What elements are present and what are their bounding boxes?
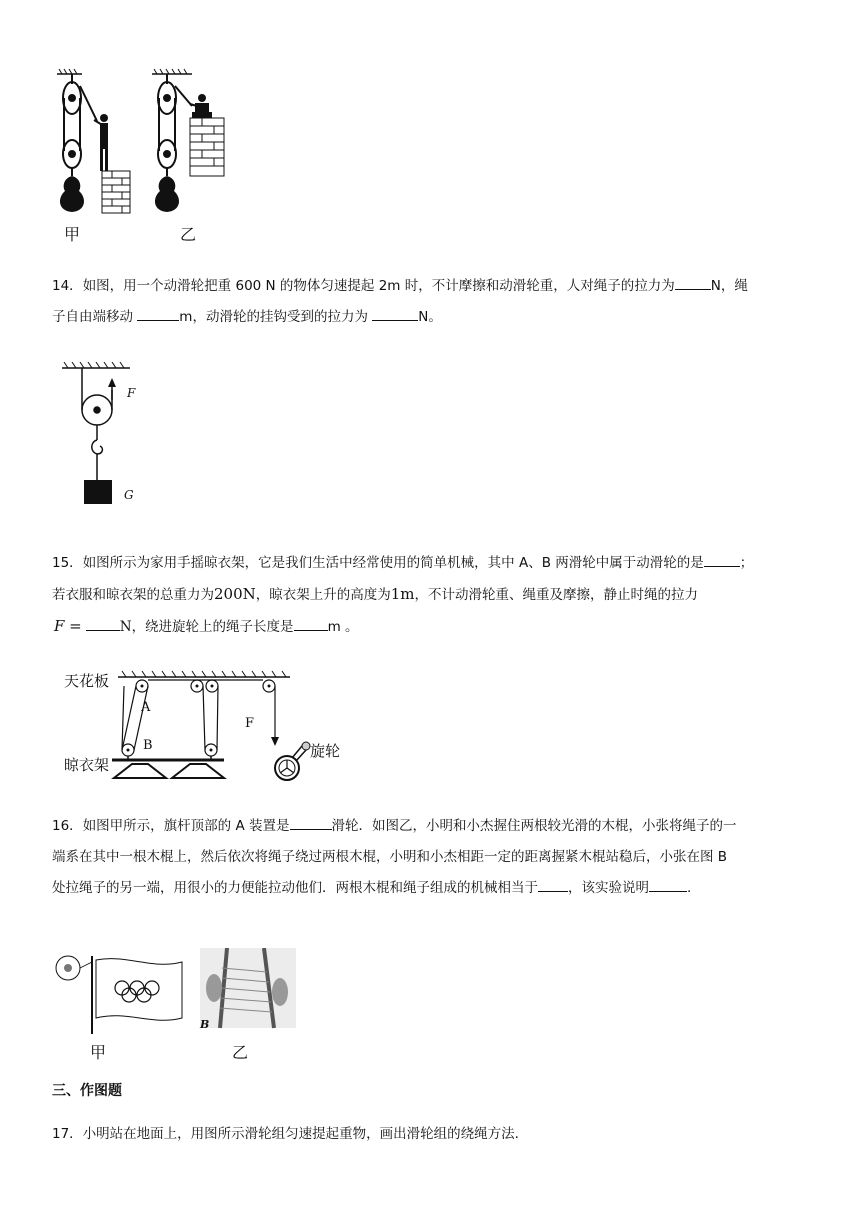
pulley-label-B: B <box>143 738 153 753</box>
answer-blank[interactable] <box>704 551 740 567</box>
figure-label-jia: 甲 <box>64 225 81 244</box>
movable-pulley-figure <box>60 362 160 512</box>
force-label-F: F <box>127 386 136 400</box>
weight-label-G: G <box>124 488 134 502</box>
figure-label-yi: 乙 <box>232 1043 249 1062</box>
answer-blank[interactable] <box>372 305 418 321</box>
pulley-figure-13 <box>52 66 242 251</box>
answer-blank[interactable] <box>538 876 568 892</box>
answer-blank[interactable] <box>649 876 687 892</box>
section-heading: 三、作图题 <box>52 1083 122 1099</box>
answer-blank[interactable] <box>675 274 711 290</box>
rack-label: 晾衣架 <box>64 756 110 774</box>
wheel-label: 旋轮 <box>310 742 341 760</box>
question-16: 16．如图甲所示，旗杆顶部的 A 装置是 滑轮．如图乙，小明和小杰握住两根较光滑的木棍，小张将绳子的一 端系在其中一根木棍上，然后依次将绳子绕过两根木棍，小明和小杰相距一定的距离握紧木棍站稳后，小张在图 B 处拉绳子的另一端，用很小的力便能拉动他们．两根木棍和绳子组成的机械相当于 ，该实验说明 . <box>52 811 812 904</box>
ceiling-label: 天花板 <box>64 672 110 690</box>
question-number: 17． <box>52 1126 83 1142</box>
answer-blank[interactable] <box>86 615 120 631</box>
figure-label-jia: 甲 <box>90 1043 107 1062</box>
flagpole-figure <box>52 948 302 1034</box>
question-14: 14．如图，用一个动滑轮把重 600 N 的物体匀速提起 2m 时，不计摩擦和动滑轮重，人对绳子的拉力为 N，绳 子自由端移动 m，动滑轮的挂钩受到的拉力为 N。 <box>52 271 812 333</box>
question-15: 15．如图所示为家用手摇晾衣架，它是我们生活中经常使用的简单机械，其中 A、B 两滑轮中属于动滑轮的是 ； 若衣服和晾衣架的总重力为200N，晾衣架上升的高度为1m，不计动滑轮重、绳重及摩擦，静止时绳的拉力 F = N，绕进旋轮上的绳子长度是 m 。 <box>52 548 812 643</box>
answer-blank[interactable] <box>290 814 332 830</box>
question-number: 15． <box>52 555 83 571</box>
question-number: 14． <box>52 278 83 294</box>
question-17: 17．小明站在地面上，用图所示滑轮组匀速提起重物，画出滑轮组的绕绳方法. <box>52 1126 519 1142</box>
figure-label-yi: 乙 <box>180 225 197 244</box>
clothes-rack-figure <box>62 668 352 786</box>
force-label-F: F <box>245 716 255 731</box>
answer-blank[interactable] <box>137 305 179 321</box>
answer-blank[interactable] <box>294 615 328 631</box>
pulley-label-A: A <box>141 700 151 715</box>
question-number: 16． <box>52 818 83 834</box>
figure-label-B: B <box>200 1018 210 1031</box>
